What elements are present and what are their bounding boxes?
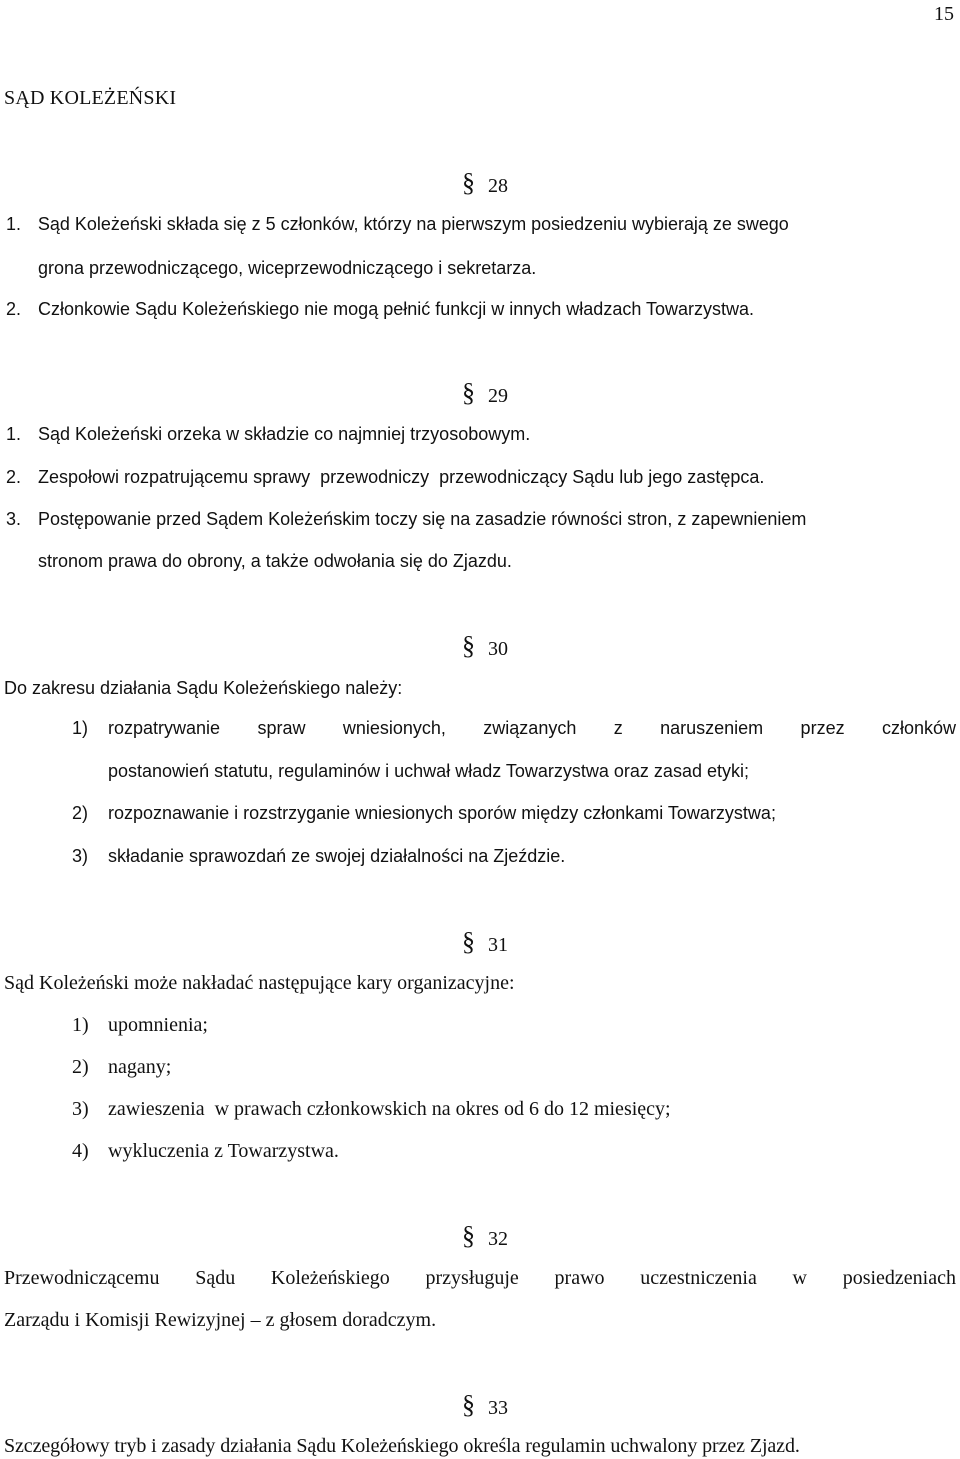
- item-text: Postępowanie przed Sądem Koleżeńskim toczy się na zasadzie równości stron, z zapewnieniem: [38, 509, 807, 529]
- section-sign-icon: [462, 1223, 476, 1249]
- list-item: [6, 465, 764, 489]
- item-text: składanie sprawozdań ze swojej działalności na Zjeździe.: [108, 846, 566, 866]
- paragraph-text-continued: Zarządu i Komisji Rewizyjnej – z głosem doradczym.: [4, 1309, 437, 1331]
- list-item: [72, 1055, 171, 1079]
- section-number: 29: [488, 385, 508, 407]
- item-number: 2): [72, 803, 89, 823]
- svg-text:§: §: [462, 929, 475, 955]
- section-intro: Sąd Koleżeński może nakładać następujące kary organizacyjne:: [4, 972, 515, 994]
- paragraph-text: Przewodniczącemu Sądu Koleżeńskiego przysługuje prawo uczestniczenia w posiedzeniach: [4, 1267, 956, 1289]
- svg-text:§: §: [462, 380, 475, 406]
- item-number: 2): [72, 1056, 89, 1078]
- item-number: 1.: [6, 214, 21, 234]
- section-intro: Do zakresu działania Sądu Koleżeńskiego należy:: [4, 678, 403, 698]
- list-item: [6, 422, 530, 446]
- section-30-header: [462, 633, 508, 661]
- item-text: upomnienia;: [108, 1014, 208, 1036]
- section-number: 33: [488, 1397, 508, 1419]
- item-text: rozpoznawanie i rozstrzyganie wniesionych sporów między członkami Towarzystwa;: [108, 803, 776, 823]
- item-text-continued: grona przewodniczącego, wiceprzewodniczącego i sekretarza.: [38, 258, 537, 278]
- section-sign-icon: [462, 170, 476, 196]
- item-text-continued: stronom prawa do obrony, a także odwołania się do Zjazdu.: [38, 551, 512, 571]
- section-33-header: [462, 1392, 508, 1420]
- item-text: zawieszenia w prawach członkowskich na okres od 6 do 12 miesięcy;: [108, 1098, 671, 1120]
- item-number: 3.: [6, 509, 22, 529]
- item-text: Członkowie Sądu Koleżeńskiego nie mogą pełnić funkcji w innych władzach Towarzystwa.: [38, 299, 755, 319]
- section-number: 30: [488, 638, 508, 660]
- list-item: [72, 844, 565, 868]
- page-number: 15: [934, 3, 954, 25]
- chapter-heading: SĄD KOLEŻEŃSKI: [4, 87, 177, 109]
- list-item: [6, 507, 806, 531]
- section-sign-icon: [462, 929, 476, 955]
- list-item: [6, 297, 754, 321]
- paragraph-text: Szczegółowy tryb i zasady działania Sądu Koleżeńskiego określa regulamin uchwalony przez Zjazd.: [4, 1435, 800, 1457]
- section-number: 28: [488, 175, 508, 197]
- section-31-header: [462, 929, 508, 957]
- section-28-header: [462, 170, 508, 198]
- item-number: 2.: [6, 299, 22, 319]
- svg-text:§: §: [462, 170, 475, 196]
- svg-text:§: §: [462, 1392, 475, 1418]
- list-item: [72, 1013, 208, 1037]
- item-number: 1): [72, 1014, 89, 1036]
- list-item: [72, 801, 776, 825]
- item-text: wykluczenia z Towarzystwa.: [108, 1140, 339, 1162]
- section-sign-icon: [462, 1392, 476, 1418]
- item-number: 2.: [6, 467, 22, 487]
- svg-text:§: §: [462, 633, 475, 659]
- item-text: Sąd Koleżeński składa się z 5 członków, którzy na pierwszym posiedzeniu wybierają ze swego: [37, 214, 789, 234]
- item-number: 4): [72, 1140, 89, 1162]
- section-sign-icon: [462, 633, 476, 659]
- section-32-header: [462, 1223, 508, 1251]
- section-29-header: [462, 380, 508, 408]
- item-number: 1): [72, 718, 89, 738]
- item-number: 3): [72, 846, 89, 866]
- list-item: [6, 212, 956, 236]
- item-number: 1.: [6, 424, 22, 444]
- item-number: 3): [72, 1098, 89, 1120]
- item-text: nagany;: [108, 1056, 172, 1078]
- item-text-continued: postanowień statutu, regulaminów i uchwał władz Towarzystwa oraz zasad etyki;: [108, 761, 749, 781]
- list-item: [72, 716, 956, 740]
- item-text: rozpatrywanie spraw wniesionych, związanych z naruszeniem przez członków: [108, 718, 956, 738]
- section-number: 32: [488, 1228, 508, 1250]
- list-item: [72, 1097, 671, 1121]
- item-text: Zespołowi rozpatrującemu sprawy przewodniczy przewodniczący Sądu lub jego zastępca.: [38, 467, 765, 487]
- section-number: 31: [488, 934, 508, 956]
- item-text: Sąd Koleżeński orzeka w składzie co najmniej trzyosobowym.: [38, 424, 531, 444]
- section-sign-icon: [462, 380, 476, 406]
- list-item: [72, 1139, 339, 1163]
- svg-text:§: §: [462, 1223, 475, 1249]
